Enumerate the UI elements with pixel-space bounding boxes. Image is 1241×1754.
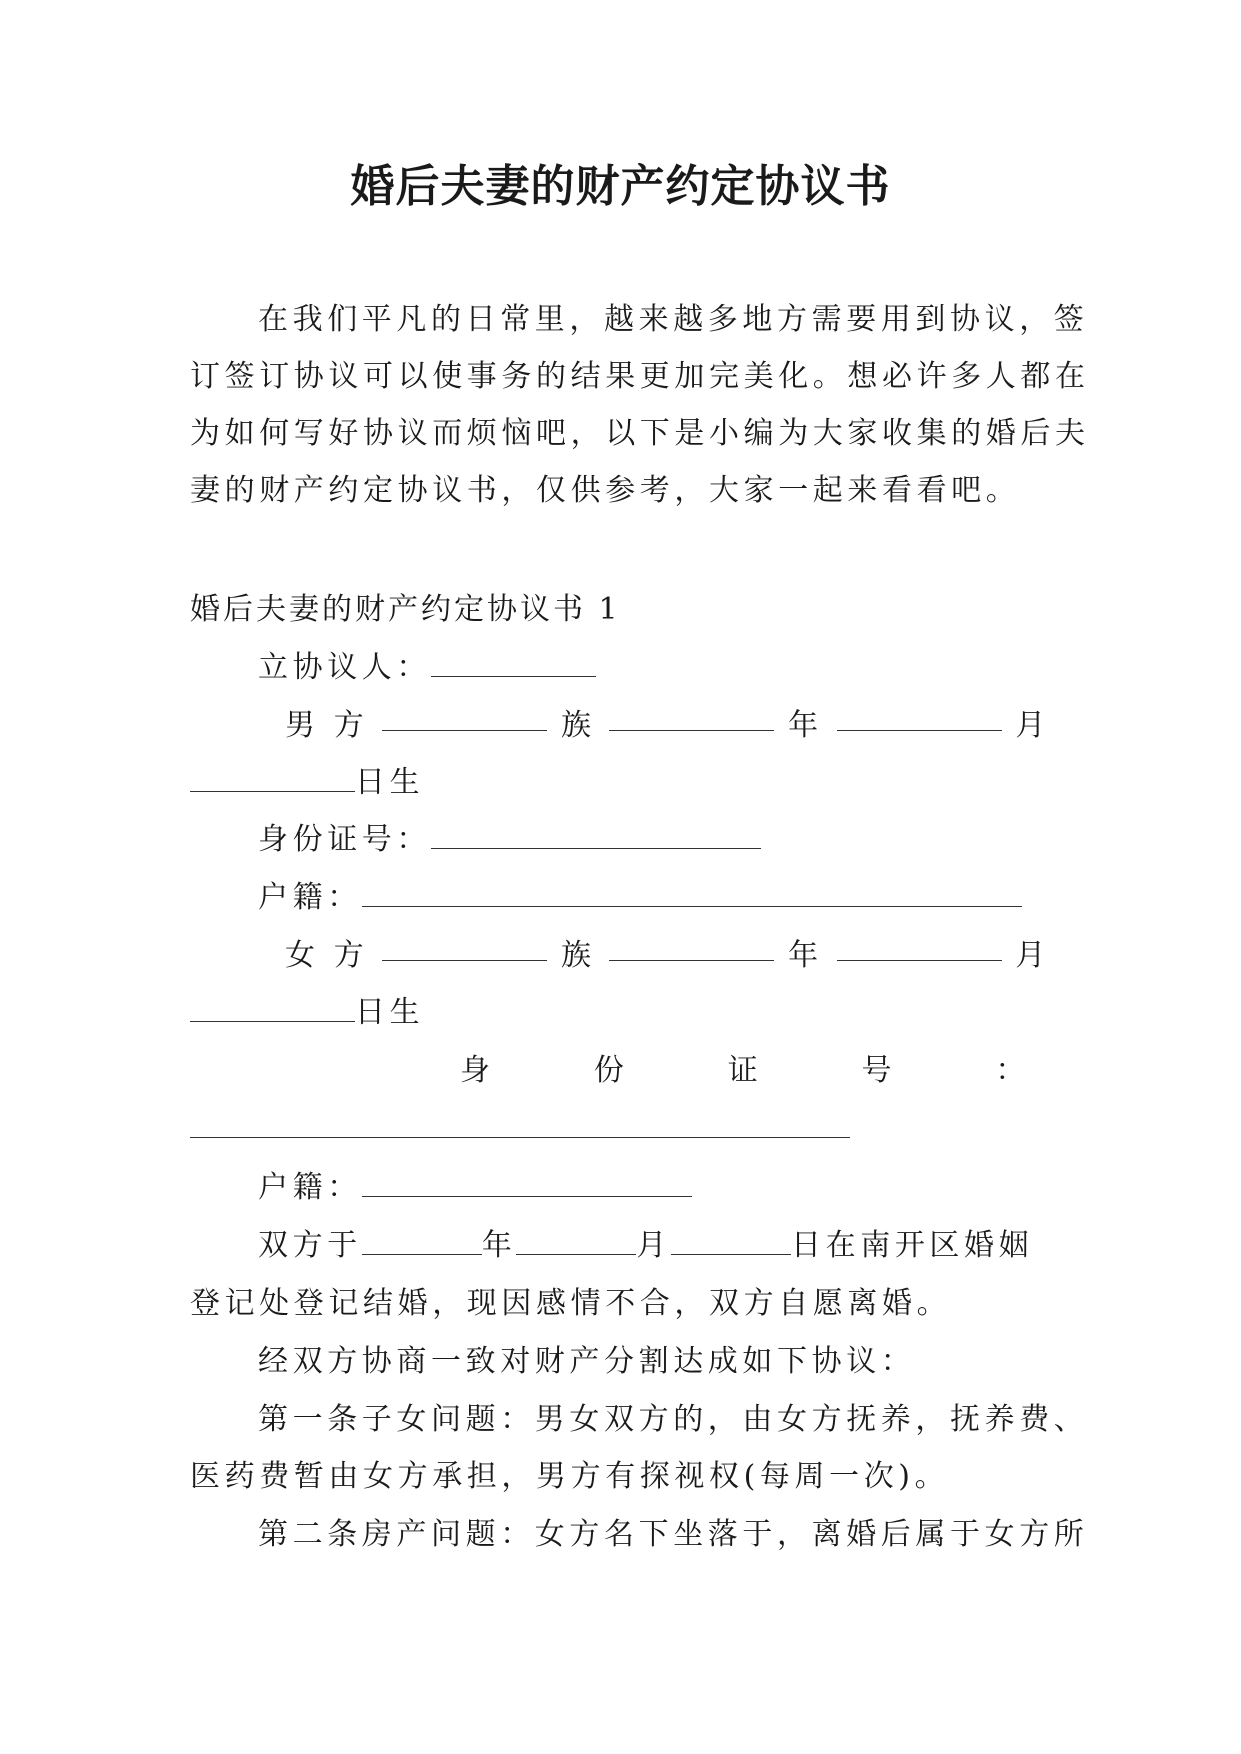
marriage-year-blank bbox=[362, 1230, 482, 1255]
intro-line-3: 为如何写好协议而烦恼吧，以下是小编为大家收集的婚后夫 bbox=[190, 416, 1090, 451]
intro-line-2: 订签订协议可以使事务的结果更加完美化。想必许多人都在 bbox=[190, 359, 1090, 394]
female-id-char-1: 身 bbox=[460, 1053, 495, 1088]
party-line bbox=[258, 648, 1050, 688]
marriage-suffix: 日在南开区婚姻 bbox=[791, 1228, 1034, 1263]
female-line bbox=[285, 936, 1050, 976]
female-ethnicity-blank bbox=[609, 936, 774, 961]
party-label: 立协议人： bbox=[258, 650, 431, 685]
female-hukou-blank bbox=[362, 1172, 692, 1197]
female-year-label: 年 bbox=[788, 938, 823, 973]
marriage-month-label: 月 bbox=[636, 1228, 672, 1263]
male-ethnicity-blank bbox=[609, 706, 774, 731]
male-label: 男 方 bbox=[285, 708, 369, 743]
marriage-prefix: 双方于 bbox=[258, 1228, 362, 1263]
male-month-label: 月 bbox=[1015, 708, 1050, 743]
female-hukou-line bbox=[258, 1168, 1050, 1208]
document-title: 婚后夫妻的财产约定协议书 bbox=[350, 161, 891, 212]
marriage-month-blank bbox=[516, 1230, 636, 1255]
article2-line-1: 第二条房产问题：女方名下坐落于，离婚后属于女方所 bbox=[258, 1517, 1089, 1552]
male-hukou-label: 户籍： bbox=[258, 880, 362, 915]
female-id-blank bbox=[190, 1137, 850, 1138]
intro-line-1: 在我们平凡的日常里，越来越多地方需要用到协议，签 bbox=[258, 302, 1089, 337]
female-id-char-2: 份 bbox=[593, 1053, 629, 1088]
article1-line-1: 第一条子女问题：男女双方的，由女方抚养，抚养费、 bbox=[258, 1402, 1089, 1437]
male-ethnicity-label: 族 bbox=[560, 708, 596, 743]
male-birth-line bbox=[190, 763, 1050, 803]
marriage-day-blank bbox=[671, 1230, 791, 1255]
male-birth-label: 日生 bbox=[355, 765, 425, 800]
male-id-line bbox=[258, 820, 1050, 860]
male-year-label: 年 bbox=[788, 708, 823, 743]
female-year-blank bbox=[837, 936, 1002, 961]
female-day-blank bbox=[190, 997, 355, 1022]
male-name-blank bbox=[382, 706, 547, 731]
party-blank bbox=[431, 652, 596, 677]
female-id-char-5: ： bbox=[995, 1053, 1030, 1088]
female-id-line bbox=[460, 1051, 1030, 1091]
section-heading: 婚后夫妻的财产约定协议书 1 bbox=[190, 592, 621, 627]
male-id-label: 身份证号： bbox=[258, 822, 431, 857]
male-year-blank bbox=[837, 706, 1002, 731]
marriage-year-label: 年 bbox=[481, 1228, 517, 1263]
female-id-char-3: 证 bbox=[727, 1053, 763, 1088]
female-birth-line bbox=[190, 993, 1050, 1033]
male-hukou-blank bbox=[362, 882, 1022, 907]
marriage-line-1 bbox=[258, 1226, 1050, 1266]
female-birth-label: 日生 bbox=[355, 995, 425, 1030]
male-day-blank bbox=[190, 767, 355, 792]
article1-line-2: 医药费暂由女方承担，男方有探视权(每周一次)。 bbox=[190, 1459, 950, 1494]
female-ethnicity-label: 族 bbox=[560, 938, 596, 973]
intro-line-4: 妻的财产约定协议书，仅供参考，大家一起来看看吧。 bbox=[190, 473, 1021, 508]
female-hukou-label: 户籍： bbox=[258, 1170, 362, 1205]
male-line bbox=[285, 706, 1050, 746]
male-id-blank bbox=[431, 824, 761, 849]
marriage-line-2: 登记处登记结婚，现因感情不合，双方自愿离婚。 bbox=[190, 1286, 952, 1321]
male-hukou-line bbox=[258, 878, 1050, 918]
female-label: 女 方 bbox=[285, 938, 369, 973]
female-name-blank bbox=[382, 936, 547, 961]
female-month-label: 月 bbox=[1015, 938, 1050, 973]
female-id-char-4: 号 bbox=[861, 1053, 897, 1088]
agreement-intro: 经双方协商一致对财产分割达成如下协议： bbox=[258, 1344, 916, 1379]
